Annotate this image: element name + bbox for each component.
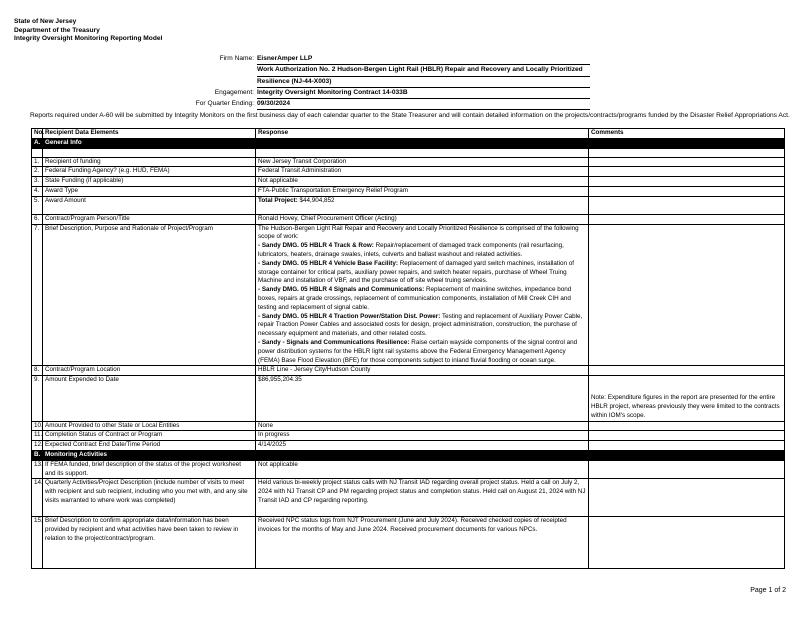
section-b-title: Monitoring Activities — [43, 450, 256, 460]
header-element: Recipient Data Elements — [43, 129, 256, 139]
firm-label: Firm Name: — [219, 55, 254, 62]
table-row: 8. Contract/Program Location HBLR Line - Jersey City/Hudson County — [32, 366, 785, 376]
expenditure-note: Note: Expenditure figures in the report are presented for the entire HBLR project, whereas previously they were limited to the contracts within IOM's scope. — [589, 376, 785, 421]
engagement-info — [100, 54, 590, 110]
work-authorization-line2: Resilience (NJ-44-X003) — [257, 77, 590, 88]
report-title: Integrity Oversight Monitoring Reporting Model — [14, 35, 163, 43]
state-title: State of New Jersey — [14, 18, 77, 25]
work-authorization-line1: Work Authorization No. 2 Hudson-Bergen Light Rail (HBLR) Repair and Recovery and Locally Prioritized — [257, 65, 590, 76]
scope-item: - Sandy DMG. 05 HBLR 4 Traction Power/Station Dist. Power: Testing and replacement of Auxiliary Power Cable, repair Traction Power Cables and associated costs for design, project administration, construction, the purchase of necessary equipment and materials, and other related costs. — [258, 312, 583, 338]
header-comments: Comments — [589, 129, 785, 139]
work-authorization-row — [100, 65, 590, 76]
table-row: 13. If FEMA funded, brief description of the status of the project worksheet and its support. Not applicable — [32, 460, 785, 479]
quarter-label: For Quarter Ending: — [195, 100, 254, 108]
section-b-row — [32, 450, 785, 460]
section-b-no: B. — [32, 450, 43, 460]
table-row: 4. Award Type FTA-Public Transportation Emergency Relief Program — [32, 186, 785, 196]
work-authorization-row-2 — [100, 77, 590, 88]
firm-value: EisnerAmper LLP — [257, 54, 590, 65]
table-row: 3. State Funding (if applicable) Not applicable — [32, 177, 785, 187]
header-no: No. — [32, 129, 43, 139]
total-project-label: Total Project: — [258, 196, 298, 204]
table-row: 6. Contract/Program Person/Title Ronald Hovey, Chief Procurement Officer (Acting) — [32, 214, 785, 224]
scope-item: - Sandy DMG. 05 HBLR 4 Signals and Communications: Replacement of mainline switches, impedance bond boxes, repairs at grade crossings, replacement of communication components, installation of Mill Creek CIH and testing and replacement of signal cable. — [258, 286, 572, 311]
firm-row — [100, 54, 590, 65]
table-row: 10. Amount Provided to other State or Local Entities None — [32, 421, 785, 431]
table-header-row — [32, 129, 785, 139]
table-row: 7. Brief Description, Purpose and Rationale of Project/Program The Hudson-Bergen Light Rail Repair and Recovery and Locally Prioritized Resilience is comprised of the following scope of work: - Sandy DMG. 05 HBLR 4 Track & Row: Repair/replacement of damaged track components (rail resurfacing, lubricators, heaters, drainage swales, inlets, culverts and ballast washout and related activities. - Sandy DMG. 05 HBLR 4 Vehicle Base Facility: Replacement of damaged yard switch machines, installation of storage container for critical parts, auxiliary power repairs, and switch heater repairs, purchase of Wheel Truing Machine and installation of VBF, and the purchase of off site wheel truing services. - Sandy DMG. 05 HBLR 4 Signals and Communications: Replacement of mainline switches, impedance bond boxes, repairs at grade crossings, replacement of communication components, installation of Mill Creek CIH and testing and replacement of signal cable. - Sandy DMG. 05 HBLR 4 Traction Power/Station Dist. Power: Testing and replacement of Auxiliary Power Cable, repair Traction Power Cables and associated costs for design, project administration, construction, the purchase of necessary equipment and materials, and other related costs. - Sandy - Signals and Communications Resilience: Raise certain wayside components of the signal control and power distribution systems for the HBLR light rail systems above the Federal Emergency Management Agency (FEMA) Base Flood Elevation (BFE) for those components subject to inland fluvial flooding or ocean surge. — [32, 224, 785, 366]
table-row: 2. Federal Funding Agency? (e.g. HUD, FEMA) Federal Transit Administration — [32, 167, 785, 177]
table-row: 1. Recipient of funding New Jersey Transit Corporation — [32, 157, 785, 167]
section-a-title: General Info — [43, 138, 256, 148]
spacer-row — [32, 148, 785, 157]
engagement-label: Engagement: — [214, 88, 254, 96]
quarter-row — [100, 99, 590, 110]
engagement-row — [100, 88, 590, 99]
scope-item: - Sandy DMG. 05 HBLR 4 Track & Row: Repair/replacement of damaged track components (rail resurfacing, lubricators, heaters, drainage swales, inlets, culverts and ballast washout and related activities. — [258, 242, 564, 258]
section-a-row — [32, 138, 785, 148]
page-number: Page 1 of 2 — [750, 587, 786, 594]
intro-paragraph: Reports required under A-60 will be submitted by Integrity Monitors on the first business day of each calendar quarter to the State Treasurer and will contain detailed information on the projects/contracts/programs funded by the Disaster Relief Appropriations Act. — [30, 112, 790, 119]
table-row: 11. Completion Status of Contract or Program In progress — [32, 431, 785, 441]
project-description: The Hudson-Bergen Light Rail Repair and Recovery and Locally Prioritized Resilience is comprised of the following scope of work: - Sandy DMG. 05 HBLR 4 Track & Row: Repair/replacement of damaged track components (rail resurfacing, lubricators, heaters, drainage swales, inlets, culverts and ballast washout and related activities. - Sandy DMG. 05 HBLR 4 Vehicle Base Facility: Replacement of damaged yard switch machines, installation of storage container for critical parts, auxiliary power repairs, and switch heater repairs, purchase of Wheel Truing Machine and installation of VBF, and the purchase of off site wheel truing services. - Sandy DMG. 05 HBLR 4 Signals and Communications: Replacement of mainline switches, impedance bond boxes, repairs at grade crossings, replacement of communication components, installation of Mill Creek CIH and testing and replacement of signal cable. - Sandy DMG. 05 HBLR 4 Traction Power/Station Dist. Power: Testing and replacement of Auxiliary Power Cable, repair Traction Power Cables and associated costs for design, project administration, construction, the purchase of necessary equipment and materials, and other related costs. - Sandy - Signals and Communications Resilience: Raise certain wayside components of the signal control and power distribution systems for the HBLR light rail systems above the Federal Emergency Management Agency (FEMA) Base Flood Elevation (BFE) for those components subject to inland fluvial flooding or ocean surge. — [256, 224, 589, 366]
table-row: 15. Brief Description to confirm appropriate data/information has been provided by recipient and what activities have been taken to review in relation to the project/contract/program. Received NPC status logs from NJT Procurement (June and July 2024). Received checked copies of receipted invoices for the months of May and June 2024. Received procurement documents for various NPCs. — [32, 517, 785, 569]
recipient-data-table — [31, 128, 785, 569]
award-amount-value: $44,904,852 — [299, 196, 335, 204]
table-row: 14. Quarterly Activities/Project Description (include number of visits to meet with recipient and sub recipient, including who you met with, and any site visits warranted to where work was completed) Held various bi-weekly project status calls with NJ Transit IAD regarding overall project status. Held a call on July 2, 2024 with NJ Transit CP and PM regarding project status and completion status. Held call on August 21, 2024 with NJ Transit IAD and CP regarding reporting. — [32, 479, 785, 517]
quarter-value: 09/30/2024 — [257, 99, 590, 110]
engagement-value: Integrity Oversight Monitoring Contract 14-033B — [257, 88, 590, 99]
scope-item: - Sandy - Signals and Communications Resilience: Raise certain wayside components of the signal control and power distribution systems for the HBLR light rail systems above the Federal Emergency Management Agency (FEMA) Base Flood Elevation (BFE) for those components subject to inland fluvial flooding or ocean surge. — [258, 338, 578, 364]
header-response: Response — [256, 129, 589, 139]
document-header — [14, 18, 162, 44]
table-row: 5. Award Amount Total Project: $44,904,852 — [32, 196, 785, 214]
table-row: 9. Amount Expended to Date $86,955,204.35 Note: Expenditure figures in the report are presented for the entire HBLR project, whereas previously they were limited to the contracts within IOM's scope. — [32, 376, 785, 421]
scope-item: - Sandy DMG. 05 HBLR 4 Vehicle Base Facility: Replacement of damaged yard switch machines, installation of storage container for critical parts, auxiliary power repairs, and switch heater repairs, purchase of Wheel Truing Machine and installation of VBF, and the purchase of off site wheel truing services. — [258, 259, 575, 285]
table-row: 12. Expected Contract End Date/Time Period 4/14/2025 — [32, 441, 785, 451]
section-a-no: A. — [32, 138, 43, 148]
department-title: Department of the Treasury — [14, 26, 100, 34]
